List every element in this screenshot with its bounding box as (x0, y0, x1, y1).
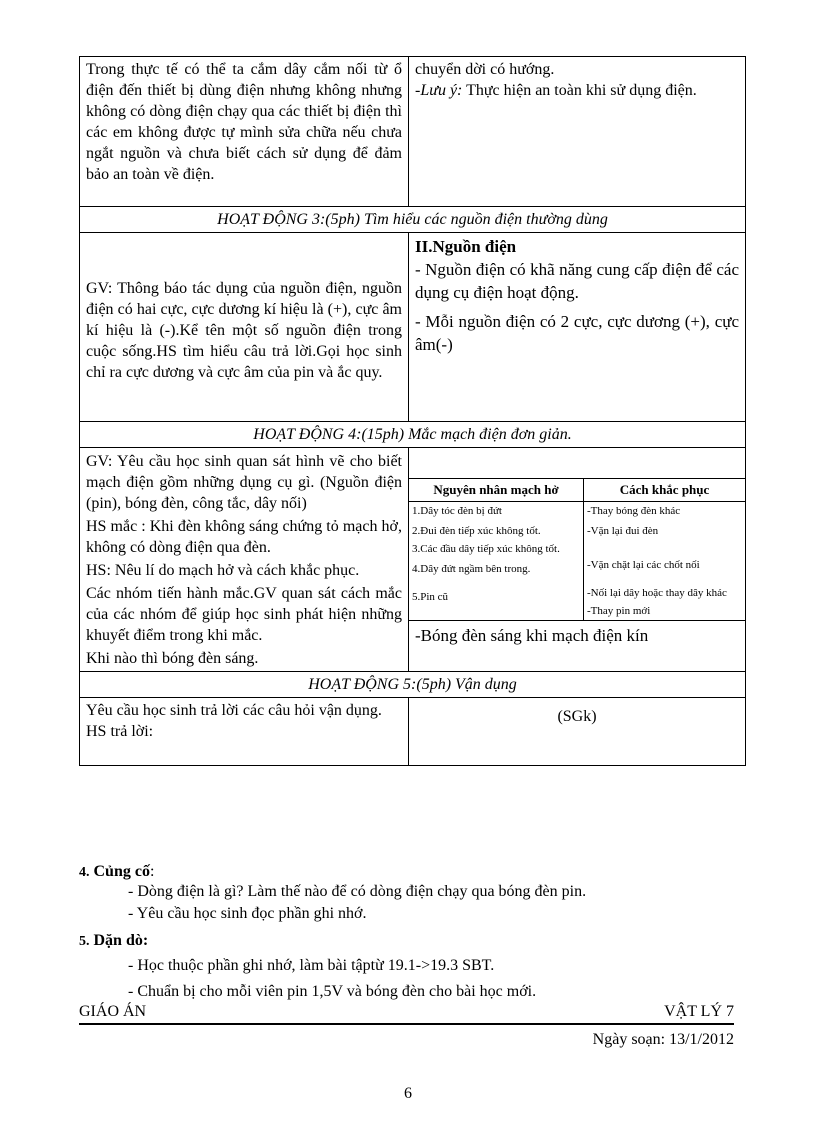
activity-4-heading: HOẠT ĐỘNG 4:(15ph) Mắc mạch điện đơn giản. (80, 422, 746, 448)
list-item: - Dòng điện là gì? Làm thế nào để có dòng điện chạy qua bóng đèn pin. (128, 883, 587, 900)
lesson-table (79, 56, 746, 766)
cause-item: 5.Pin cũ (412, 591, 449, 603)
activity-3-left-text: GV: Thông báo tác dụng của nguồn điện, nguồn điện có hai cực, cực dương kí hiệu là (+), cực âm kí hiệu là (-).Kể tên một số nguồn điện trong cuộc sống.HS tìm hiểu câu trả lời.Gọi học sinh chỉ ra cực dương và cực âm của pin và ắc quy. (86, 279, 402, 381)
row1-right-cell (409, 57, 746, 207)
activity-4-left-p1: GV: Yêu cầu học sinh quan sát hình vẽ cho biết mạch điện gồm những dụng cụ gì. (Nguồn điện (pin), bóng đèn, công tắc, dây nối) (86, 453, 402, 512)
footer-right: VẬT LÝ 7 (664, 1003, 734, 1020)
list-item: - Yêu cầu học sinh đọc phần ghi nhớ. (128, 905, 367, 922)
fix-item: -Vặn lại đui đèn (587, 525, 659, 537)
activity-4-left-p4: Các nhóm tiến hành mắc.GV quan sát cách mắc của các nhóm để giúp học sinh phát hiện những khuyết điểm trong khi mắc. (86, 585, 402, 644)
activity-4-left-p5: Khi nào thì bóng đèn sáng. (86, 650, 259, 667)
date-line: Ngày soạn: 13/1/2012 (592, 1031, 734, 1048)
fix-item: -Thay bóng đèn khác (587, 505, 681, 517)
header-cause: Nguyên nhân mạch hở (409, 479, 584, 502)
activity-4-right-cell (409, 448, 746, 672)
row1-right-text: chuyển dời có hướng. (415, 61, 555, 78)
list-item: - Học thuộc phần ghi nhớ, làm bài tậptừ 19.1->19.3 SBT. (128, 957, 495, 974)
activity-3-left-cell (80, 233, 409, 422)
footer-rule (79, 1003, 734, 1025)
activity-3-right-p2: - Mỗi nguồn điện có 2 cực, cực dương (+), cực âm(-) (415, 312, 739, 354)
fix-item: -Nối lại dây hoặc thay dây khác (587, 587, 727, 599)
activity-5-heading: HOẠT ĐỘNG 5:(5ph) Vận dụng (80, 672, 746, 698)
activity-4-left-cell (80, 448, 409, 672)
section-title: Củng cố (93, 863, 150, 880)
activity-4-left-p3: HS: Nêu lí do mạch hở và cách khắc phục. (86, 562, 360, 579)
list-item: - Chuẩn bị cho mỗi viên pin 1,5V và bóng đèn cho bài học mới. (128, 983, 537, 1000)
activity-5-left-cell (80, 698, 409, 766)
table-row (409, 479, 745, 502)
row1-left-cell (80, 57, 409, 207)
activity-3-right-cell (409, 233, 746, 422)
section-title: Dặn dò: (93, 932, 149, 949)
table-row (80, 207, 746, 233)
activity-3-right-p1: - Nguồn điện có khã năng cung cấp điện để các dụng cụ điện hoạt động. (415, 260, 739, 302)
activity-5-right-cell: (SGk) (409, 698, 746, 766)
section-title-nguon-dien: II.Nguồn điện (415, 237, 517, 256)
activity-5-left-p2: HS trả lời: (86, 723, 154, 740)
section-number: 4. (79, 865, 90, 880)
blank-row (409, 448, 745, 479)
activity-4-right-bottom: -Bóng đèn sáng khi mạch điện kín (415, 626, 649, 645)
section-cung-co: 4. Củng cố: (79, 863, 155, 880)
activity-4-left-p2: HS mắc : Khi đèn không sáng chứng tỏ mạch hở, không có dòng điện qua đèn. (86, 518, 402, 556)
cause-item: 1.Dây tóc đèn bị đứt (412, 505, 502, 517)
activity-5-left-p1: Yêu cầu học sinh trả lời các câu hỏi vận dụng. (86, 702, 382, 719)
table-row (409, 502, 745, 621)
cause-item: 4.Dây đứt ngầm bên trong. (412, 563, 531, 575)
table-row (80, 698, 746, 766)
cause-fix-table (409, 479, 745, 621)
fix-item: -Vặn chặt lại các chốt nối (587, 559, 700, 571)
fix-item: -Thay pin mới (587, 605, 651, 617)
row1-note (415, 80, 739, 101)
header-fix: Cách khắc phục (584, 479, 746, 502)
footer-left: GIÁO ÁN (79, 1003, 147, 1020)
page-number: 6 (404, 1085, 412, 1102)
cause-item: 3.Các đầu dây tiếp xúc không tốt. (412, 543, 560, 555)
section-dan-do (79, 931, 148, 952)
activity-3-heading: HOẠT ĐỘNG 3:(5ph) Tìm hiểu các nguồn điện thường dùng (80, 207, 746, 233)
note-label: -Lưu ý: (415, 82, 463, 99)
table-row (80, 422, 746, 448)
table-row (80, 233, 746, 422)
note-text: Thực hiện an toàn khi sử dụng điện. (462, 82, 697, 99)
table-row (80, 448, 746, 672)
table-row (80, 672, 746, 698)
row1-left-text: Trong thực tế có thể ta cắm dây cắm nối từ ổ điện đến thiết bị dùng điện nhưng không nhưng không có dòng điện chạy qua các thiết bị điện thì các em không được tự mình sửa chữa nếu chưa ngắt nguồn và chưa biết cách sử dụng để đảm bảo an toàn về điện. (86, 61, 402, 183)
table-row (80, 57, 746, 207)
section-number: 5. (79, 934, 90, 949)
cause-item: 2.Đui đèn tiếp xúc không tốt. (412, 525, 541, 537)
